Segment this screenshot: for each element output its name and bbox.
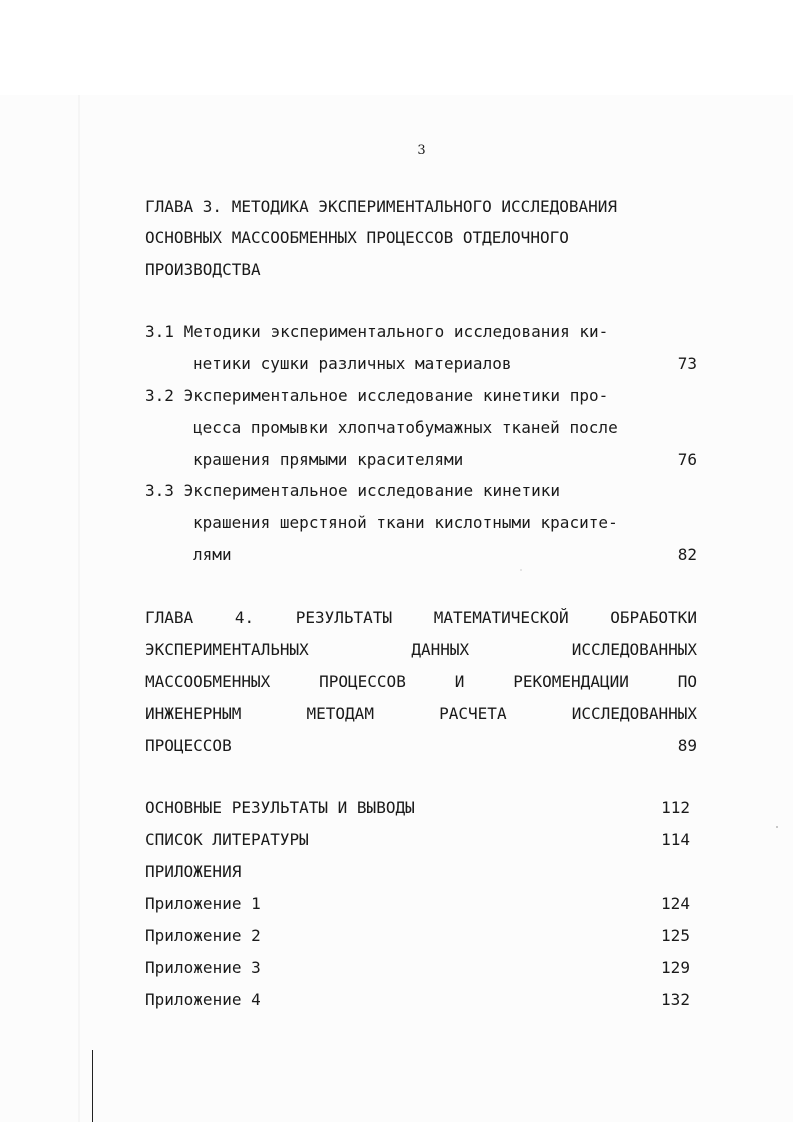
toc-entry-conclusions [145, 798, 690, 818]
toc-entry-3-2-text: крашения прямыми красителями [193, 450, 464, 469]
toc-entry-label: Приложение 2 [145, 926, 261, 945]
toc-entry-3-3-line-1: 3.3 Экспериментальное исследование кинетики [145, 481, 561, 500]
toc-entry-3-1-page: 73 [677, 354, 697, 373]
chapter-3-title-line-1: ГЛАВА 3. МЕТОДИКА ЭКСПЕРИМЕНТАЛЬНОГО ИССЛЕДОВАНИЯ [145, 197, 618, 216]
chapter-4-word: ИНЖЕНЕРНЫМ [145, 704, 242, 723]
chapter-4-title-line-3 [145, 672, 697, 692]
toc-entry-label: Приложение 4 [145, 990, 261, 1009]
scan-top-margin [0, 0, 793, 95]
chapter-4-title-line-4 [145, 704, 697, 724]
toc-entry-page: 112 [661, 798, 690, 817]
chapter-4-word: ОБРАБОТКИ [610, 608, 697, 627]
chapter-4-word: РЕЗУЛЬТАТЫ [295, 608, 393, 627]
chapter-4-word: ДАННЫХ [411, 640, 470, 659]
chapter-4-word: РАСЧЕТА [439, 704, 507, 723]
toc-entry-label: СПИСОК ЛИТЕРАТУРЫ [145, 830, 309, 849]
toc-entry-label: Приложение 1 [145, 894, 261, 913]
chapter-4-word: 4. [234, 608, 255, 627]
toc-entry-3-1-line-1: 3.1 Методики экспериментального исследования ки- [145, 322, 609, 341]
chapter-4-word: ПРОЦЕССОВ [319, 672, 406, 691]
page-number: 3 [417, 143, 426, 158]
chapter-4-word: ИССЛЕДОВАННЫХ [571, 704, 697, 723]
toc-entry-label: ПРИЛОЖЕНИЯ [145, 862, 242, 881]
chapter-4-page: 89 [677, 736, 697, 755]
chapter-4-word: ГЛАВА [145, 608, 194, 627]
chapter-4-word: ИССЛЕДОВАННЫХ [571, 640, 697, 659]
chapter-4-word: ЭКСПЕРИМЕНТАЛЬНЫХ [145, 640, 309, 659]
toc-entry-page: 125 [661, 926, 690, 945]
toc-entry-label: Приложение 3 [145, 958, 261, 977]
toc-entry-3-2-line-1: 3.2 Экспериментальное исследование кинетики про- [145, 386, 609, 405]
toc-entry-3-3-line-3 [193, 545, 697, 565]
chapter-4-title-line-2 [145, 640, 697, 660]
toc-entry-page: 132 [661, 990, 690, 1009]
toc-entry-3-1-text: нетики сушки различных материалов [193, 354, 512, 373]
binding-margin-line [92, 1050, 93, 1122]
toc-entry-3-2-line-2: цесса промывки хлопчатобумажных тканей после [193, 418, 618, 437]
toc-entry-bibliography [145, 830, 690, 850]
chapter-4-word: РЕКОМЕНДАЦИИ [513, 672, 629, 691]
toc-entry-3-3-page: 82 [677, 545, 697, 564]
chapter-3-title-line-3: ПРОИЗВОДСТВА [145, 260, 261, 279]
toc-entry-3-3-text: лями [193, 545, 232, 564]
toc-entry-appendix-3 [145, 958, 690, 978]
scan-speck [776, 826, 778, 828]
toc-entry-3-2-page: 76 [677, 450, 697, 469]
toc-entry-page: 129 [661, 958, 690, 977]
chapter-3-title-line-2: ОСНОВНЫХ МАССООБМЕННЫХ ПРОЦЕССОВ ОТДЕЛОЧНОГО [145, 228, 569, 247]
chapter-4-word: ПРОЦЕССОВ [145, 736, 232, 755]
chapter-4-word: МАТЕМАТИЧЕСКОЙ [433, 608, 569, 627]
toc-entry-appendix-1 [145, 894, 690, 914]
chapter-4-word: МЕТОДАМ [306, 704, 374, 723]
chapter-4-title-line-1 [145, 608, 697, 628]
chapter-4-title-line-5 [145, 736, 697, 756]
chapter-4-word: И [454, 672, 465, 691]
toc-entry-appendix-4 [145, 990, 690, 1010]
scan-left-edge [78, 95, 80, 1122]
toc-entry-appendix-2 [145, 926, 690, 946]
toc-entry-appendices [145, 862, 690, 882]
chapter-4-word: МАССООБМЕННЫХ [145, 672, 271, 691]
toc-entry-page: 114 [661, 830, 690, 849]
toc-entry-3-1-line-2 [193, 354, 697, 374]
toc-entry-label: ОСНОВНЫЕ РЕЗУЛЬТАТЫ И ВЫВОДЫ [145, 798, 415, 817]
chapter-4-word: ПО [677, 672, 697, 691]
toc-entry-3-2-line-3 [193, 450, 697, 470]
toc-entry-page: 124 [661, 894, 690, 913]
toc-entry-3-3-line-2: крашения шерстяной ткани кислотными красите- [193, 513, 618, 532]
scan-speck [520, 569, 522, 571]
